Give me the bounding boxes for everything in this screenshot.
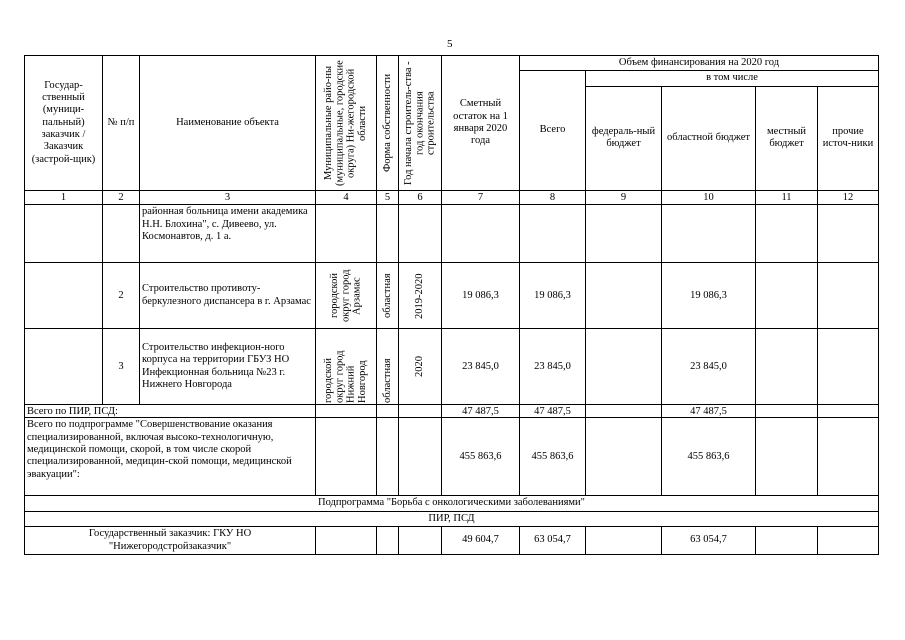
column-number: 11: [756, 190, 818, 205]
cell-municipality: [316, 527, 377, 555]
table-row: [25, 496, 879, 511]
customer-remainder: 49 604,7: [442, 527, 520, 555]
total-pir-remainder: 47 487,5: [442, 405, 520, 418]
total-pir-total: 47 487,5: [520, 405, 586, 418]
total-pir-label: Всего по ПИР, ПСД:: [25, 405, 316, 418]
total-subprogram-regional: 455 863,6: [662, 418, 756, 496]
cell-ownership: [377, 405, 399, 418]
cell-ownership-text: областная: [381, 273, 393, 319]
table-row: [25, 263, 879, 329]
column-number: 4: [316, 190, 377, 205]
table-row: [25, 511, 879, 526]
cell-other: [818, 418, 879, 496]
header-regional: областной бюджет: [662, 86, 756, 190]
cell-municipality: [316, 418, 377, 496]
cell-ownership: [377, 205, 399, 263]
cell-years: [399, 405, 442, 418]
header-total: Всего: [520, 71, 586, 190]
column-number: 9: [586, 190, 662, 205]
customer-total: 63 054,7: [520, 527, 586, 555]
cell-number: [103, 205, 140, 263]
cell-local: [756, 405, 818, 418]
cell-customer: [25, 205, 103, 263]
cell-ownership-text: областная: [381, 358, 393, 403]
cell-years: [399, 418, 442, 496]
column-number: 2: [103, 190, 140, 205]
cell-municipality: [316, 263, 377, 329]
header-funding-group: Объем финансирования на 2020 год: [520, 56, 879, 71]
cell-federal: [586, 329, 662, 405]
section-title: ПИР, ПСД: [25, 511, 879, 526]
cell-customer: [25, 263, 103, 329]
cell-remainder: 19 086,3: [442, 263, 520, 329]
cell-federal: [586, 263, 662, 329]
header-number: № п/п: [103, 56, 140, 191]
cell-number: 3: [103, 329, 140, 405]
cell-federal: [586, 418, 662, 496]
customer-label: Государственный заказчик: ГКУ НО "Нижегородстройзаказчик": [25, 527, 316, 555]
cell-object-name: районная больница имени академика Н.Н. Блохина", с. Дивеево, ул. Космонавтов, д. 1 а.: [140, 205, 316, 263]
header-object-name: Наименование объекта: [140, 56, 316, 191]
cell-years-text: 2020: [414, 356, 426, 378]
cell-municipality-text: городской округ город Нижний Новгород: [323, 350, 369, 403]
total-subprogram-label: Всего по подпрограмме "Совершенствование оказания специализированной, включая высоко-технологичную, медицинской помощи, скорой, в том числе скорой специализированной, медицин-ской помощи, медицинской эвакуации":: [25, 418, 316, 496]
column-number: 7: [442, 190, 520, 205]
cell-municipality: [316, 329, 377, 405]
header-including: в том числе: [586, 71, 879, 86]
subprogram-title: Подпрограмма "Борьба с онкологическими заболеваниями": [25, 496, 879, 511]
header-customer: Государ-ственный (муници-пальный) заказчик / Заказчик (застрой-щик): [25, 56, 103, 191]
cell-object-name: Строительство противоту-беркулезного диспансера в г. Арзамас: [140, 263, 316, 329]
cell-other: [818, 527, 879, 555]
header-ownership: [377, 56, 399, 191]
header-federal: федераль-ный бюджет: [586, 86, 662, 190]
cell-other: [818, 329, 879, 405]
cell-other: [818, 405, 879, 418]
header-municipality: [316, 56, 377, 191]
cell-municipality: [316, 405, 377, 418]
cell-ownership: [377, 329, 399, 405]
column-number: 6: [399, 190, 442, 205]
cell-remainder: 23 845,0: [442, 329, 520, 405]
cell-number: 2: [103, 263, 140, 329]
header-local: местный бюджет: [756, 86, 818, 190]
cell-regional: 19 086,3: [662, 263, 756, 329]
cell-customer: [25, 329, 103, 405]
header-years-text: Год начала строитель-ства - год окончания строительства: [403, 61, 437, 185]
page-number: 5: [447, 38, 453, 50]
cell-regional: [662, 205, 756, 263]
header-years: [399, 56, 442, 191]
cell-years-text: 2019-2020: [414, 273, 426, 319]
cell-local: [756, 205, 818, 263]
cell-remainder: [442, 205, 520, 263]
cell-years: [399, 205, 442, 263]
cell-local: [756, 527, 818, 555]
column-number: 5: [377, 190, 399, 205]
cell-regional: 23 845,0: [662, 329, 756, 405]
table-row: [25, 329, 879, 405]
cell-years: [399, 527, 442, 555]
cell-local: [756, 263, 818, 329]
cell-ownership: [377, 263, 399, 329]
column-number: 1: [25, 190, 103, 205]
cell-local: [756, 329, 818, 405]
cell-federal: [586, 527, 662, 555]
header-other: прочие источ-ники: [818, 86, 879, 190]
cell-other: [818, 205, 879, 263]
cell-total: [520, 205, 586, 263]
table-row: [25, 418, 879, 496]
cell-total: 19 086,3: [520, 263, 586, 329]
cell-federal: [586, 405, 662, 418]
total-pir-regional: 47 487,5: [662, 405, 756, 418]
cell-years: [399, 329, 442, 405]
cell-municipality-text: городской округ город Арзамас: [329, 269, 363, 323]
cell-ownership: [377, 418, 399, 496]
total-subprogram-total: 455 863,6: [520, 418, 586, 496]
column-number: 10: [662, 190, 756, 205]
column-number: 3: [140, 190, 316, 205]
cell-ownership: [377, 527, 399, 555]
cell-local: [756, 418, 818, 496]
customer-regional: 63 054,7: [662, 527, 756, 555]
table-row: [25, 205, 879, 263]
cell-municipality: [316, 205, 377, 263]
cell-other: [818, 263, 879, 329]
cell-federal: [586, 205, 662, 263]
column-number: 8: [520, 190, 586, 205]
table-row: [25, 405, 879, 418]
cell-years: [399, 263, 442, 329]
total-subprogram-remainder: 455 863,6: [442, 418, 520, 496]
table-row: [25, 527, 879, 555]
funding-table: [24, 55, 879, 555]
header-municipality-text: Муниципальные райо-ны (муниципальные, городские округа) Ни-жегородской области: [323, 60, 369, 186]
header-remainder: Сметный остаток на 1 января 2020 года: [442, 56, 520, 191]
header-ownership-text: Форма собственности: [381, 73, 393, 172]
column-number: 12: [818, 190, 879, 205]
cell-total: 23 845,0: [520, 329, 586, 405]
cell-object-name: Строительство инфекцион-ного корпуса на территории ГБУЗ НО Инфекционная больница №23 г. Нижнего Новгорода: [140, 329, 316, 405]
